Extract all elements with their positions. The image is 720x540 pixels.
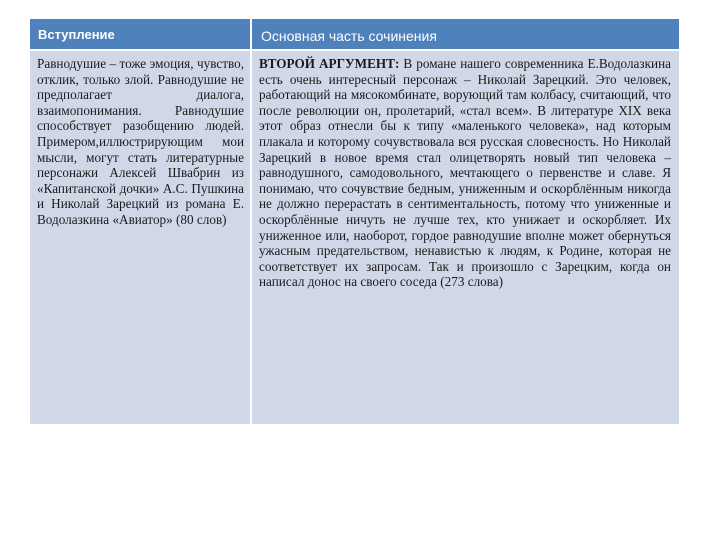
introduction-cell: Равнодушие – тоже эмоция, чувство, отклик, только злой. Равнодушие не предполагает диалога, взаимопонимания. Равнодушие способствует разобщению людей. Примером,иллюстрирующим мои мысли, могут стать литературные персонажи Алексей Швабрин из «Капитанской дочки» А.С. Пушкина и Николай Зарецкий из романа Е. Водолазкина «Авиатор» (80 слов) [30,51,250,424]
argument-lead: ВТОРОЙ АРГУМЕНТ: [259,56,400,71]
argument-text: В романе нашего современника Е.Водолазкина есть очень интересный персонаж – Николай Зарецкий. Это человек, работающий на мясокомбинате, ворующий там колбасу, считающий, что после революции он, пролетарий, «стал всем». В литературе XIX века этот образ отнесли бы к типу «маленького человека», над которым плакала и которому сочувствовала вся русская словесность. Но Николай Зарецкий в новое время стал олицетворять новый тип человека – равнодушного, самодовольного, мечтающего о первенстве и славе. Я понимаю, что сочувствие бедным, униженным и оскорблённым никогда не должно перерастать в сентиментальность, потому что униженные и оскорблённые ничуть не лучше тех, кто унижает и оскорбляет. Их униженное или, наоборот, гордое равнодушие вполне может обернуться ужасным предательством, ненавистью к людям, к Родине, которая не соответствует их запросам. Так и произошло с Зарецким, когда он написал донос на своего соседа (273 слова) [259,56,671,290]
header-introduction: Вступление [30,19,250,49]
main-part-cell [252,51,679,424]
header-main-part: Основная часть сочинения [252,19,679,49]
table-header-row [30,19,679,49]
essay-table [30,19,679,424]
table-body-row [30,51,679,424]
